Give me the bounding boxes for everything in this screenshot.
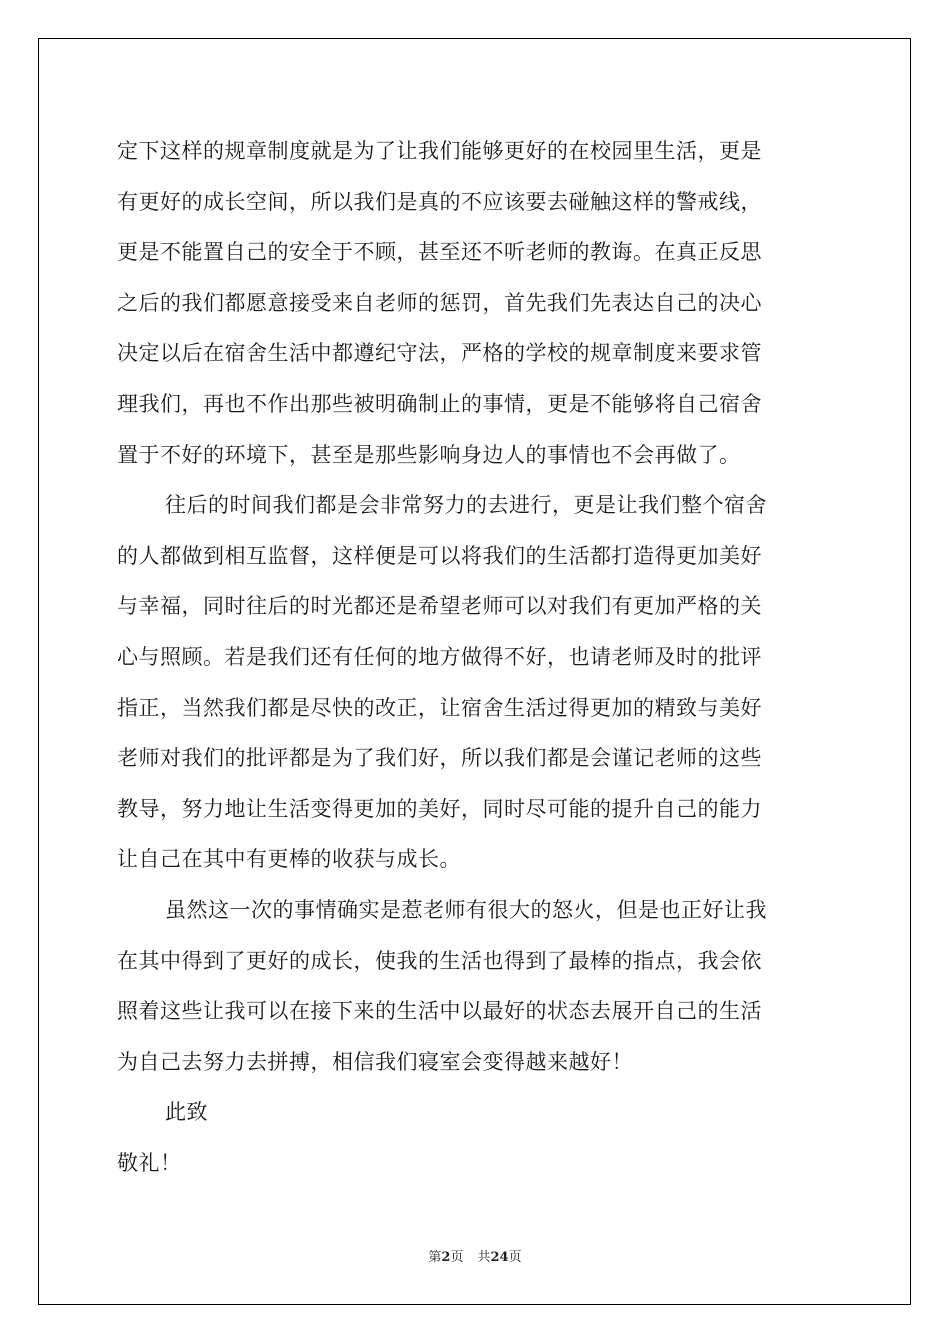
letter-body — [117, 126, 837, 1188]
text-line: 与幸福，同时往后的时光都还是希望老师可以对我们有更加严格的关 — [117, 594, 762, 619]
text-line: 心与照顾。若是我们还有任何的地方做得不好，也请老师及时的批评 — [117, 644, 762, 669]
text-line: 理我们，再也不作出那些被明确制止的事情，更是不能够将自己宿舍 — [117, 391, 762, 416]
text-line: 指正，当然我们都是尽快的改正，让宿舍生活过得更加的精致与美好 — [117, 695, 762, 720]
text-line: 有更好的成长空间，所以我们是真的不应该要去碰触这样的警戒线， — [117, 189, 762, 214]
text-line: 决定以后在宿舍生活中都遵纪守法，严格的学校的规章制度来要求管 — [117, 341, 762, 366]
text-line: 让自己在其中有更棒的收获与成长。 — [117, 847, 461, 872]
text-line: 为自己去努力去拼搏，相信我们寝室会变得越来越好！ — [117, 1049, 633, 1074]
text-line: 置于不好的环境下，甚至是那些影响身边人的事情也不会再做了。 — [117, 442, 741, 467]
text-line: 照着这些让我可以在接下来的生活中以最好的状态去展开自己的生活 — [117, 999, 762, 1024]
total-prefix: 共 — [477, 1250, 491, 1265]
text-line: 教导，努力地让生活变得更加的美好，同时尽可能的提升自己的能力 — [117, 796, 762, 821]
page-suffix: 页 — [450, 1250, 464, 1265]
text-line: 之后的我们都愿意接受来自老师的惩罚，首先我们先表达自己的决心 — [117, 290, 762, 315]
page-current: 2 — [441, 1250, 451, 1265]
salutation-line: 敬礼！ — [117, 1150, 182, 1175]
text-line: 更是不能置自己的安全于不顾，甚至还不听老师的教诲。在真正反思 — [117, 240, 762, 265]
text-line: 往后的时间我们都是会非常努力的去进行，更是让我们整个宿舍 — [165, 493, 767, 518]
total-suffix: 页 — [508, 1250, 522, 1265]
text-line: 在其中得到了更好的成长，使我的生活也得到了最棒的指点，我会依 — [117, 948, 762, 973]
text-line: 定下这样的规章制度就是为了让我们能够更好的在校园里生活，更是 — [117, 139, 762, 163]
page-footer — [0, 1246, 950, 1265]
total-pages: 24 — [490, 1250, 509, 1265]
page-prefix: 第 — [428, 1250, 442, 1265]
text-line: 虽然这一次的事情确实是惹老师有很大的怒火，但是也正好让我 — [165, 897, 767, 922]
text-line: 的人都做到相互监督，这样便是可以将我们的生活都打造得更加美好 — [117, 543, 762, 568]
text-line: 老师对我们的批评都是为了我们好，所以我们都是会谨记老师的这些 — [117, 746, 762, 771]
salutation-line: 此致 — [165, 1100, 208, 1125]
